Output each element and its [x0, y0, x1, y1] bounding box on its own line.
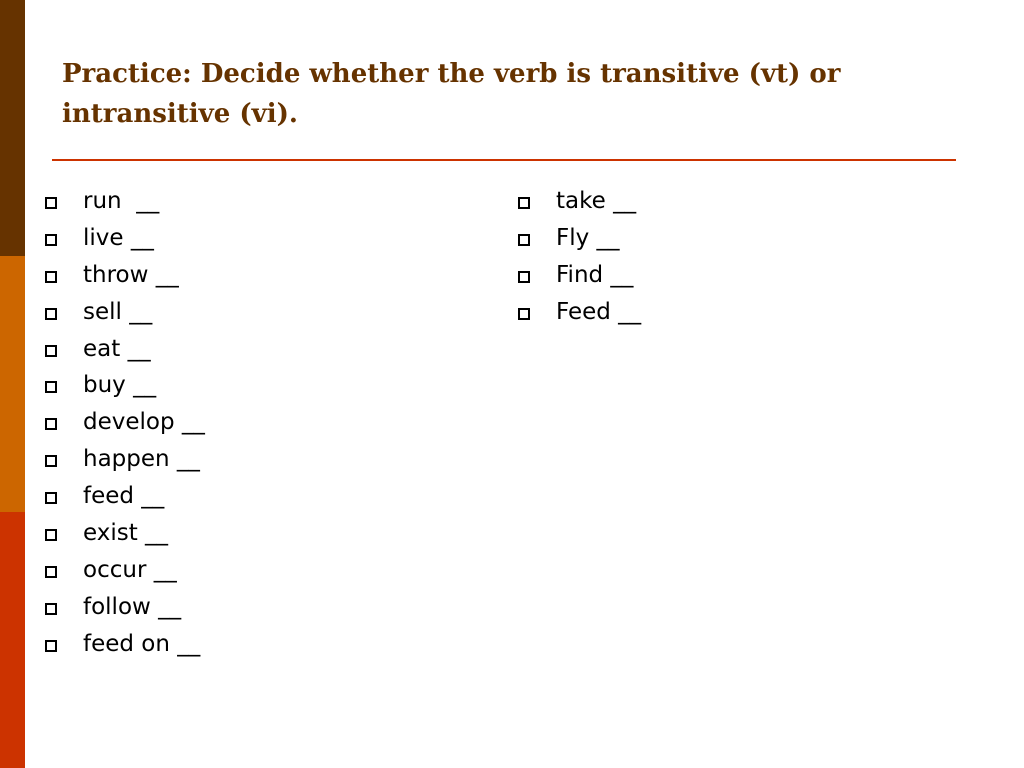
list-item [45, 441, 465, 478]
list-item [518, 183, 938, 220]
verb-list-right [518, 183, 938, 331]
list-item [45, 183, 465, 220]
verb-item-text: buy __ [83, 372, 157, 399]
verb-item-text: take __ [556, 188, 637, 214]
square-bullet-icon [45, 345, 57, 357]
square-bullet-icon [45, 492, 57, 504]
square-bullet-icon [45, 603, 57, 615]
accent-bar-middle [0, 256, 25, 512]
list-item [45, 220, 465, 257]
square-bullet-icon [518, 234, 530, 246]
list-item [45, 552, 465, 589]
verb-item-text: occur __ [83, 556, 177, 583]
list-item [45, 515, 465, 552]
verb-item-text: sell __ [83, 298, 153, 325]
list-item [518, 257, 938, 294]
slide-title: Practice: Decide whether the verb is transitive (vt) or intransitive (vi). [62, 59, 841, 129]
list-item [45, 626, 465, 663]
list-item [45, 589, 465, 626]
square-bullet-icon [45, 640, 57, 652]
list-item [518, 220, 938, 257]
verb-item-text: develop __ [83, 409, 205, 436]
verb-item-text: happen __ [83, 446, 200, 473]
verb-item-text: exist __ [83, 520, 169, 547]
accent-bar-top [0, 0, 25, 256]
square-bullet-icon [518, 308, 530, 320]
verb-item-text: feed __ [83, 483, 165, 510]
verb-list-left [45, 183, 465, 663]
square-bullet-icon [45, 529, 57, 541]
verb-item-text: eat __ [83, 335, 151, 362]
verb-item-text: Feed __ [556, 298, 642, 325]
list-item [45, 367, 465, 404]
square-bullet-icon [45, 308, 57, 320]
verb-item-text: Fly __ [556, 224, 620, 251]
square-bullet-icon [45, 455, 57, 467]
list-item [518, 294, 938, 331]
square-bullet-icon [45, 271, 57, 283]
square-bullet-icon [45, 197, 57, 209]
square-bullet-icon [45, 566, 57, 578]
verb-item-text: Find __ [556, 261, 634, 288]
square-bullet-icon [45, 381, 57, 393]
verb-item-text: live __ [83, 224, 154, 251]
verb-item-text: follow __ [83, 593, 182, 620]
list-item [45, 294, 465, 331]
accent-bar-bottom [0, 512, 25, 768]
verb-item-text: feed on __ [83, 630, 201, 657]
list-item [45, 404, 465, 441]
square-bullet-icon [45, 234, 57, 246]
square-bullet-icon [45, 418, 57, 430]
verb-item-text: throw __ [83, 261, 179, 288]
square-bullet-icon [518, 197, 530, 209]
list-item [45, 331, 465, 368]
list-item [45, 478, 465, 515]
square-bullet-icon [518, 271, 530, 283]
verb-item-text: run __ [83, 188, 160, 214]
list-item [45, 257, 465, 294]
title-divider [52, 159, 956, 161]
